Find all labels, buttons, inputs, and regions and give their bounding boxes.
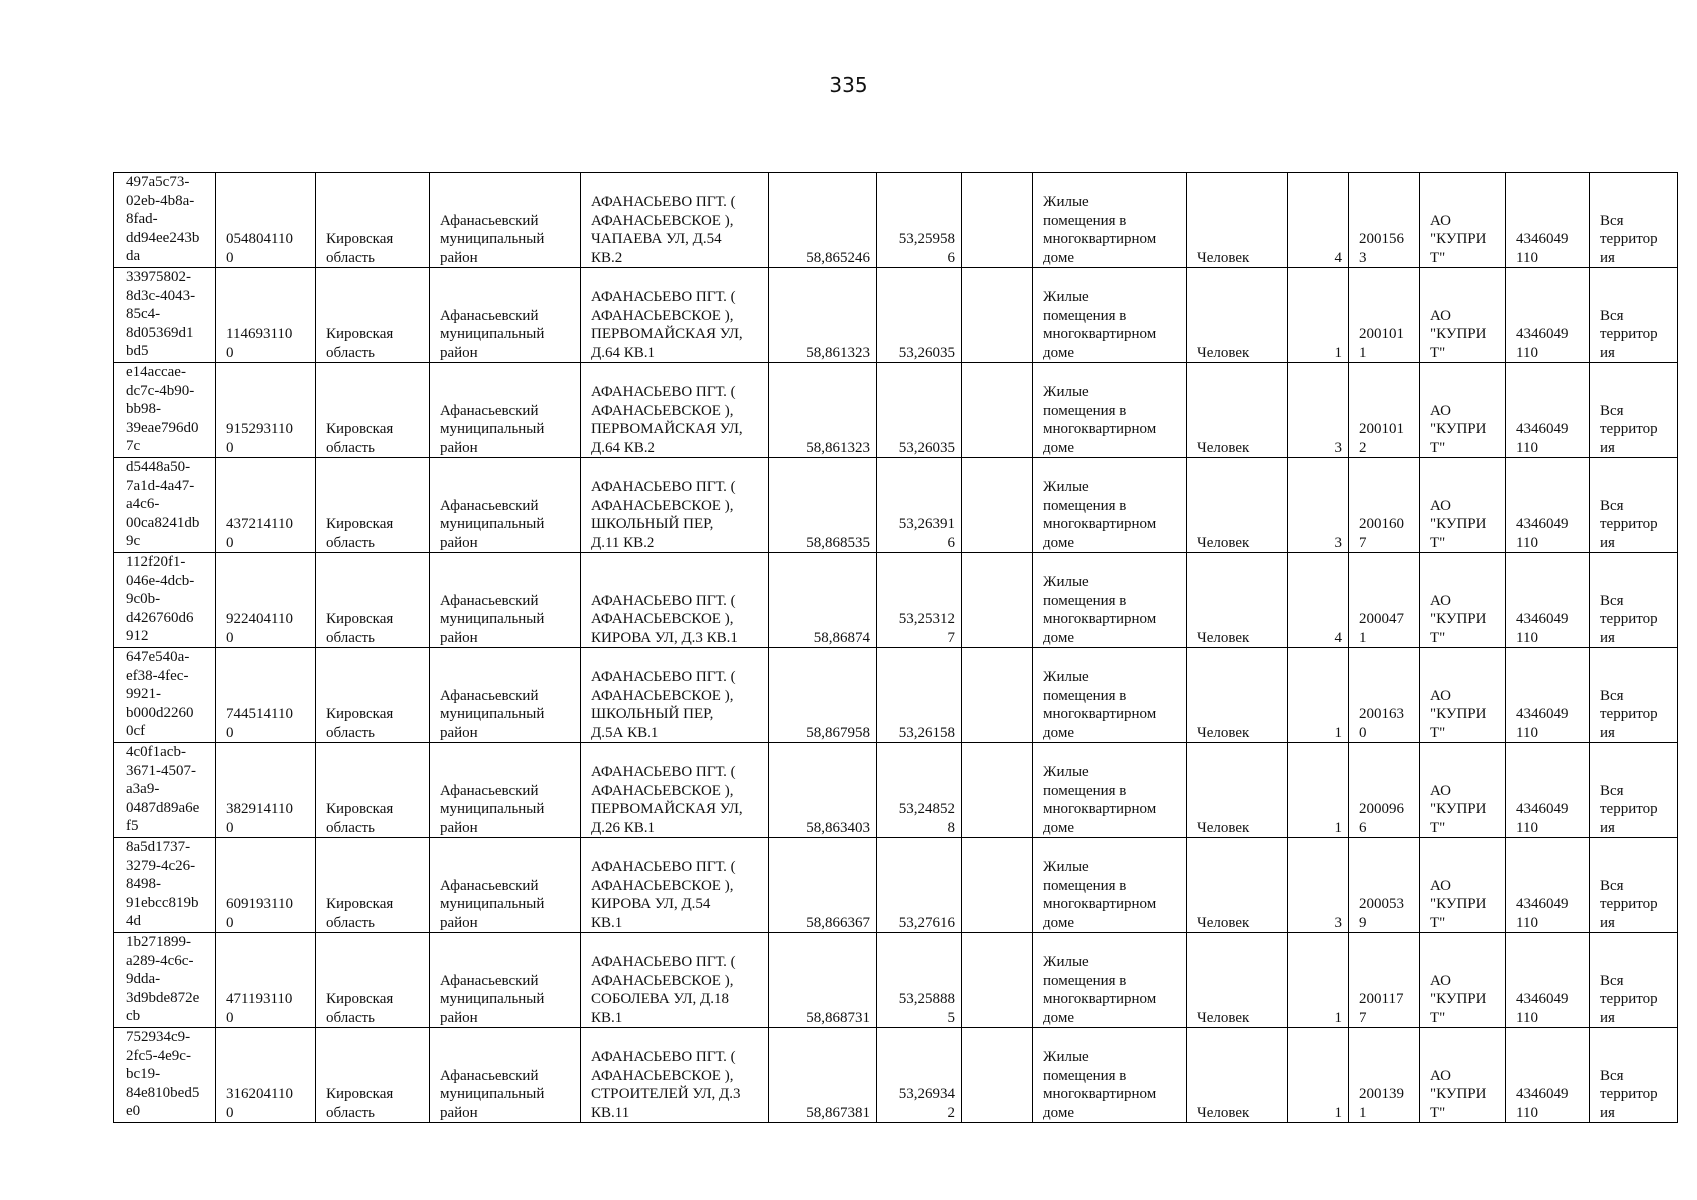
cell-region: Кировская область — [316, 933, 430, 1028]
cell-longitude: 53,26035 — [877, 268, 962, 363]
cell-address: АФАНАСЬЕВО ПГТ. ( АФАНАСЬЕВСКОЕ ), КИРОВА УЛ, Д.54 КВ.1 — [581, 838, 769, 933]
cell-latitude: 58,861323 — [769, 268, 877, 363]
cell-id: 4c0f1acb- 3671-4507- a3a9- 0487d89a6e f5 — [114, 743, 216, 838]
cell-latitude: 58,865246 — [769, 173, 877, 268]
cell-district: Афанасьевский муниципальный район — [430, 933, 581, 1028]
cell-premises-type: Жилые помещения в многоквартирном доме — [1033, 458, 1187, 553]
cell-id: e14accae- dc7c-4b90- bb98- 39eae796d0 7c — [114, 363, 216, 458]
cell-region: Кировская область — [316, 458, 430, 553]
cell-longitude: 53,25888 5 — [877, 933, 962, 1028]
cell-id: 8a5d1737- 3279-4c26- 8498- 91ebcc819b 4d — [114, 838, 216, 933]
cell-organization: АО "КУПРИ Т" — [1420, 363, 1506, 458]
cell-region: Кировская область — [316, 173, 430, 268]
cell-id: 497a5c73- 02eb-4b8a- 8fad- dd94ee243b da — [114, 173, 216, 268]
cell-territory: Вся территор ия — [1590, 933, 1678, 1028]
table-body — [114, 173, 1678, 1123]
cell-unit: Человек — [1187, 553, 1288, 648]
cell-address: АФАНАСЬЕВО ПГТ. ( АФАНАСЬЕВСКОЕ ), ЧАПАЕВА УЛ, Д.54 КВ.2 — [581, 173, 769, 268]
cell-code: 915293110 0 — [216, 363, 316, 458]
cell-district: Афанасьевский муниципальный район — [430, 553, 581, 648]
cell-unit: Человек — [1187, 363, 1288, 458]
cell-inn: 4346049 110 — [1506, 268, 1590, 363]
page-number: 335 — [829, 73, 868, 97]
cell-unit: Человек — [1187, 648, 1288, 743]
cell-latitude: 58,863403 — [769, 743, 877, 838]
cell-region: Кировская область — [316, 838, 430, 933]
cell-latitude: 58,868731 — [769, 933, 877, 1028]
cell-inn: 4346049 110 — [1506, 553, 1590, 648]
cell-empty — [962, 553, 1033, 648]
cell-empty — [962, 933, 1033, 1028]
cell-code: 054804110 0 — [216, 173, 316, 268]
cell-premises-type: Жилые помещения в многоквартирном доме — [1033, 1028, 1187, 1123]
cell-longitude: 53,26391 6 — [877, 458, 962, 553]
cell-unit: Человек — [1187, 838, 1288, 933]
cell-territory: Вся территор ия — [1590, 553, 1678, 648]
cell-organization: АО "КУПРИ Т" — [1420, 553, 1506, 648]
cell-inn: 4346049 110 — [1506, 838, 1590, 933]
cell-quantity: 1 — [1288, 1028, 1349, 1123]
table-row — [114, 838, 1678, 933]
table-row — [114, 933, 1678, 1028]
cell-quantity: 3 — [1288, 458, 1349, 553]
table-row — [114, 173, 1678, 268]
cell-region: Кировская область — [316, 268, 430, 363]
cell-district: Афанасьевский муниципальный район — [430, 838, 581, 933]
cell-number: 200096 6 — [1349, 743, 1420, 838]
cell-empty — [962, 458, 1033, 553]
cell-address: АФАНАСЬЕВО ПГТ. ( АФАНАСЬЕВСКОЕ ), ПЕРВОМАЙСКАЯ УЛ, Д.64 КВ.2 — [581, 363, 769, 458]
cell-quantity: 1 — [1288, 268, 1349, 363]
cell-premises-type: Жилые помещения в многоквартирном доме — [1033, 268, 1187, 363]
cell-quantity: 1 — [1288, 743, 1349, 838]
cell-number: 200139 1 — [1349, 1028, 1420, 1123]
cell-empty — [962, 173, 1033, 268]
cell-inn: 4346049 110 — [1506, 743, 1590, 838]
cell-id: 33975802- 8d3c-4043- 85c4- 8d05369d1 bd5 — [114, 268, 216, 363]
cell-organization: АО "КУПРИ Т" — [1420, 173, 1506, 268]
cell-premises-type: Жилые помещения в многоквартирном доме — [1033, 933, 1187, 1028]
cell-latitude: 58,86874 — [769, 553, 877, 648]
table-row — [114, 268, 1678, 363]
cell-district: Афанасьевский муниципальный район — [430, 363, 581, 458]
cell-inn: 4346049 110 — [1506, 363, 1590, 458]
cell-organization: АО "КУПРИ Т" — [1420, 458, 1506, 553]
cell-empty — [962, 743, 1033, 838]
cell-region: Кировская область — [316, 553, 430, 648]
cell-longitude: 53,25958 6 — [877, 173, 962, 268]
cell-quantity: 3 — [1288, 363, 1349, 458]
cell-region: Кировская область — [316, 363, 430, 458]
cell-unit: Человек — [1187, 268, 1288, 363]
cell-longitude: 53,24852 8 — [877, 743, 962, 838]
table-row — [114, 743, 1678, 838]
cell-longitude: 53,26934 2 — [877, 1028, 962, 1123]
cell-address: АФАНАСЬЕВО ПГТ. ( АФАНАСЬЕВСКОЕ ), ПЕРВОМАЙСКАЯ УЛ, Д.64 КВ.1 — [581, 268, 769, 363]
cell-district: Афанасьевский муниципальный район — [430, 458, 581, 553]
cell-number: 200117 7 — [1349, 933, 1420, 1028]
cell-code: 382914110 0 — [216, 743, 316, 838]
cell-inn: 4346049 110 — [1506, 648, 1590, 743]
cell-inn: 4346049 110 — [1506, 458, 1590, 553]
cell-id: 647e540a- ef38-4fec- 9921- b000d2260 0cf — [114, 648, 216, 743]
cell-unit: Человек — [1187, 933, 1288, 1028]
cell-organization: АО "КУПРИ Т" — [1420, 743, 1506, 838]
cell-quantity: 4 — [1288, 553, 1349, 648]
cell-unit: Человек — [1187, 458, 1288, 553]
cell-number: 200160 7 — [1349, 458, 1420, 553]
cell-quantity: 4 — [1288, 173, 1349, 268]
cell-premises-type: Жилые помещения в многоквартирном доме — [1033, 743, 1187, 838]
cell-organization: АО "КУПРИ Т" — [1420, 838, 1506, 933]
cell-code: 471193110 0 — [216, 933, 316, 1028]
cell-territory: Вся территор ия — [1590, 173, 1678, 268]
cell-unit: Человек — [1187, 1028, 1288, 1123]
cell-address: АФАНАСЬЕВО ПГТ. ( АФАНАСЬЕВСКОЕ ), ПЕРВОМАЙСКАЯ УЛ, Д.26 КВ.1 — [581, 743, 769, 838]
cell-code: 316204110 0 — [216, 1028, 316, 1123]
cell-latitude: 58,861323 — [769, 363, 877, 458]
cell-organization: АО "КУПРИ Т" — [1420, 268, 1506, 363]
cell-address: АФАНАСЬЕВО ПГТ. ( АФАНАСЬЕВСКОЕ ), СОБОЛЕВА УЛ, Д.18 КВ.1 — [581, 933, 769, 1028]
cell-organization: АО "КУПРИ Т" — [1420, 1028, 1506, 1123]
cell-district: Афанасьевский муниципальный район — [430, 173, 581, 268]
table-row — [114, 363, 1678, 458]
cell-region: Кировская область — [316, 1028, 430, 1123]
cell-organization: АО "КУПРИ Т" — [1420, 648, 1506, 743]
cell-empty — [962, 1028, 1033, 1123]
cell-region: Кировская область — [316, 648, 430, 743]
cell-id: d5448a50- 7a1d-4a47- a4c6- 00ca8241db 9c — [114, 458, 216, 553]
cell-territory: Вся территор ия — [1590, 363, 1678, 458]
cell-quantity: 3 — [1288, 838, 1349, 933]
cell-unit: Человек — [1187, 743, 1288, 838]
cell-longitude: 53,25312 7 — [877, 553, 962, 648]
cell-unit: Человек — [1187, 173, 1288, 268]
cell-code: 114693110 0 — [216, 268, 316, 363]
cell-longitude: 53,27616 — [877, 838, 962, 933]
cell-latitude: 58,867381 — [769, 1028, 877, 1123]
cell-district: Афанасьевский муниципальный район — [430, 743, 581, 838]
cell-organization: АО "КУПРИ Т" — [1420, 933, 1506, 1028]
cell-territory: Вся территор ия — [1590, 743, 1678, 838]
cell-address: АФАНАСЬЕВО ПГТ. ( АФАНАСЬЕВСКОЕ ), ШКОЛЬНЫЙ ПЕР, Д.5А КВ.1 — [581, 648, 769, 743]
cell-address: АФАНАСЬЕВО ПГТ. ( АФАНАСЬЕВСКОЕ ), КИРОВА УЛ, Д.3 КВ.1 — [581, 553, 769, 648]
cell-number: 200047 1 — [1349, 553, 1420, 648]
cell-code: 437214110 0 — [216, 458, 316, 553]
cell-region: Кировская область — [316, 743, 430, 838]
cell-premises-type: Жилые помещения в многоквартирном доме — [1033, 173, 1187, 268]
cell-address: АФАНАСЬЕВО ПГТ. ( АФАНАСЬЕВСКОЕ ), СТРОИТЕЛЕЙ УЛ, Д.3 КВ.11 — [581, 1028, 769, 1123]
cell-territory: Вся территор ия — [1590, 268, 1678, 363]
table-row — [114, 1028, 1678, 1123]
cell-territory: Вся территор ия — [1590, 648, 1678, 743]
cell-code: 744514110 0 — [216, 648, 316, 743]
cell-number: 200101 2 — [1349, 363, 1420, 458]
cell-district: Афанасьевский муниципальный район — [430, 268, 581, 363]
cell-number: 200053 9 — [1349, 838, 1420, 933]
cell-territory: Вся территор ия — [1590, 1028, 1678, 1123]
cell-latitude: 58,866367 — [769, 838, 877, 933]
cell-district: Афанасьевский муниципальный район — [430, 1028, 581, 1123]
cell-quantity: 1 — [1288, 648, 1349, 743]
cell-address: АФАНАСЬЕВО ПГТ. ( АФАНАСЬЕВСКОЕ ), ШКОЛЬНЫЙ ПЕР, Д.11 КВ.2 — [581, 458, 769, 553]
cell-id: 112f20f1- 046e-4dcb- 9c0b- d426760d6 912 — [114, 553, 216, 648]
cell-inn: 4346049 110 — [1506, 1028, 1590, 1123]
cell-number: 200163 0 — [1349, 648, 1420, 743]
cell-district: Афанасьевский муниципальный район — [430, 648, 581, 743]
cell-inn: 4346049 110 — [1506, 933, 1590, 1028]
cell-number: 200101 1 — [1349, 268, 1420, 363]
cell-quantity: 1 — [1288, 933, 1349, 1028]
cell-premises-type: Жилые помещения в многоквартирном доме — [1033, 838, 1187, 933]
table-row — [114, 553, 1678, 648]
cell-empty — [962, 838, 1033, 933]
cell-premises-type: Жилые помещения в многоквартирном доме — [1033, 553, 1187, 648]
cell-number: 200156 3 — [1349, 173, 1420, 268]
table-row — [114, 458, 1678, 553]
cell-territory: Вся территор ия — [1590, 838, 1678, 933]
cell-code: 922404110 0 — [216, 553, 316, 648]
cell-longitude: 53,26035 — [877, 363, 962, 458]
cell-code: 609193110 0 — [216, 838, 316, 933]
cell-empty — [962, 648, 1033, 743]
cell-empty — [962, 363, 1033, 458]
cell-latitude: 58,868535 — [769, 458, 877, 553]
cell-latitude: 58,867958 — [769, 648, 877, 743]
cell-inn: 4346049 110 — [1506, 173, 1590, 268]
cell-territory: Вся территор ия — [1590, 458, 1678, 553]
cell-longitude: 53,26158 — [877, 648, 962, 743]
registry-table — [113, 172, 1678, 1123]
table-row — [114, 648, 1678, 743]
cell-id: 1b271899- a289-4c6c- 9dda- 3d9bde872e cb — [114, 933, 216, 1028]
cell-id: 752934c9- 2fc5-4e9c- bc19- 84e810bed5 e0 — [114, 1028, 216, 1123]
cell-premises-type: Жилые помещения в многоквартирном доме — [1033, 363, 1187, 458]
cell-empty — [962, 268, 1033, 363]
cell-premises-type: Жилые помещения в многоквартирном доме — [1033, 648, 1187, 743]
